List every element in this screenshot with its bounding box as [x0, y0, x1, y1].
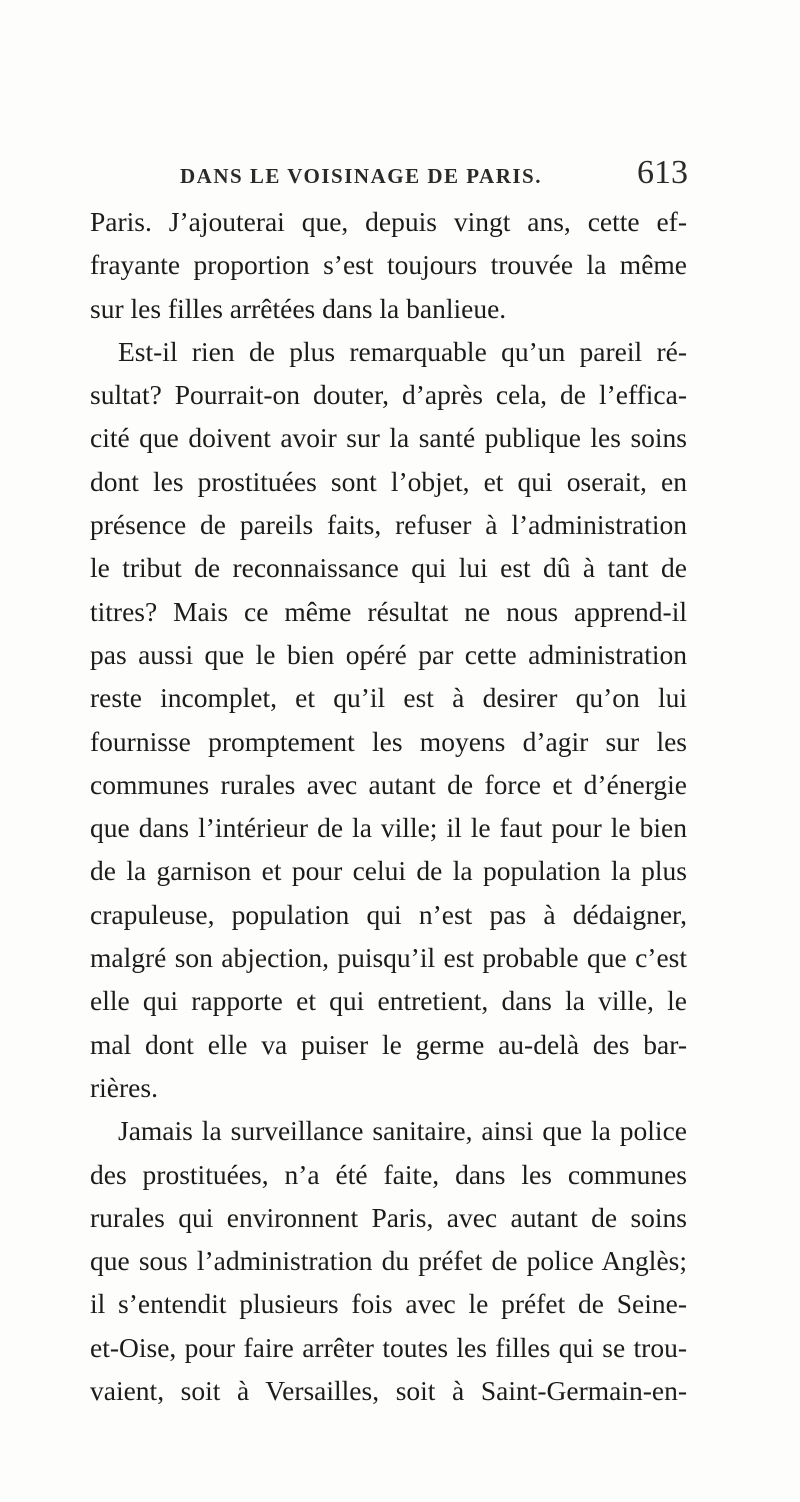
- text-line: pas aussi que le bien opéré par cette administration: [90, 638, 687, 670]
- text-line: elle qui rapporte et qui entretient, dans la ville, le: [90, 985, 687, 1017]
- text-line: rurales qui environnent Paris, avec autant de soins: [90, 1201, 687, 1233]
- text-line: de la garnison et pour celui de la population la plus: [90, 855, 687, 887]
- page-number: 613: [637, 154, 688, 191]
- text-line: des prostituées, n’a été faite, dans les communes: [90, 1158, 687, 1190]
- text-line: et-Oise, pour faire arrêter toutes les filles qui se trou-: [90, 1331, 687, 1363]
- text-line: présence de pareils faits, refuser à l’administration: [90, 509, 687, 541]
- running-title: DANS LE VOISINAGE DE PARIS.: [180, 164, 542, 188]
- body-text: [90, 200, 687, 1412]
- text-line: reste incomplet, et qu’il est à desirer qu’on lui: [90, 682, 687, 714]
- running-head: [140, 154, 688, 194]
- text-line: frayante proportion s’est toujours trouvée la même: [90, 249, 687, 281]
- text-line: fournisse promptement les moyens d’agir sur les: [90, 725, 687, 757]
- text-line: communes rurales avec autant de force et d’énergie: [90, 768, 687, 800]
- text-line: il s’entendit plusieurs fois avec le préfet de Seine-: [90, 1288, 687, 1320]
- text-line: le tribut de reconnaissance qui lui est dû à tant de: [90, 552, 687, 584]
- text-line: cité que doivent avoir sur la santé publique les soins: [90, 422, 687, 454]
- text-line: malgré son abjection, puisqu’il est probable que c’est: [90, 942, 687, 974]
- text-line: sur les filles arrêtées dans la banlieue.: [90, 292, 507, 324]
- text-line: Jamais la surveillance sanitaire, ainsi que la police: [118, 1115, 687, 1147]
- text-line: que sous l’administration du préfet de police Anglès;: [90, 1245, 687, 1277]
- text-line: titres? Mais ce même résultat ne nous apprend-il: [90, 595, 687, 627]
- text-line: rières.: [90, 1071, 158, 1103]
- text-line: dont les prostituées sont l’objet, et qui oserait, en: [90, 465, 687, 497]
- text-line: crapuleuse, population qui n’est pas à dédaigner,: [90, 898, 687, 930]
- text-line: vaient, soit à Versailles, soit à Saint-Germain-en-: [90, 1375, 687, 1407]
- text-line: sultat? Pourrait-on douter, d’après cela, de l’effica-: [90, 379, 687, 411]
- text-line: que dans l’intérieur de la ville; il le faut pour le bien: [90, 812, 687, 844]
- text-line: mal dont elle va puiser le germe au-delà des bar-: [90, 1028, 687, 1060]
- text-line: Est-il rien de plus remarquable qu’un pareil ré-: [118, 335, 687, 367]
- text-line: Paris. J’ajouterai que, depuis vingt ans, cette ef-: [90, 206, 687, 237]
